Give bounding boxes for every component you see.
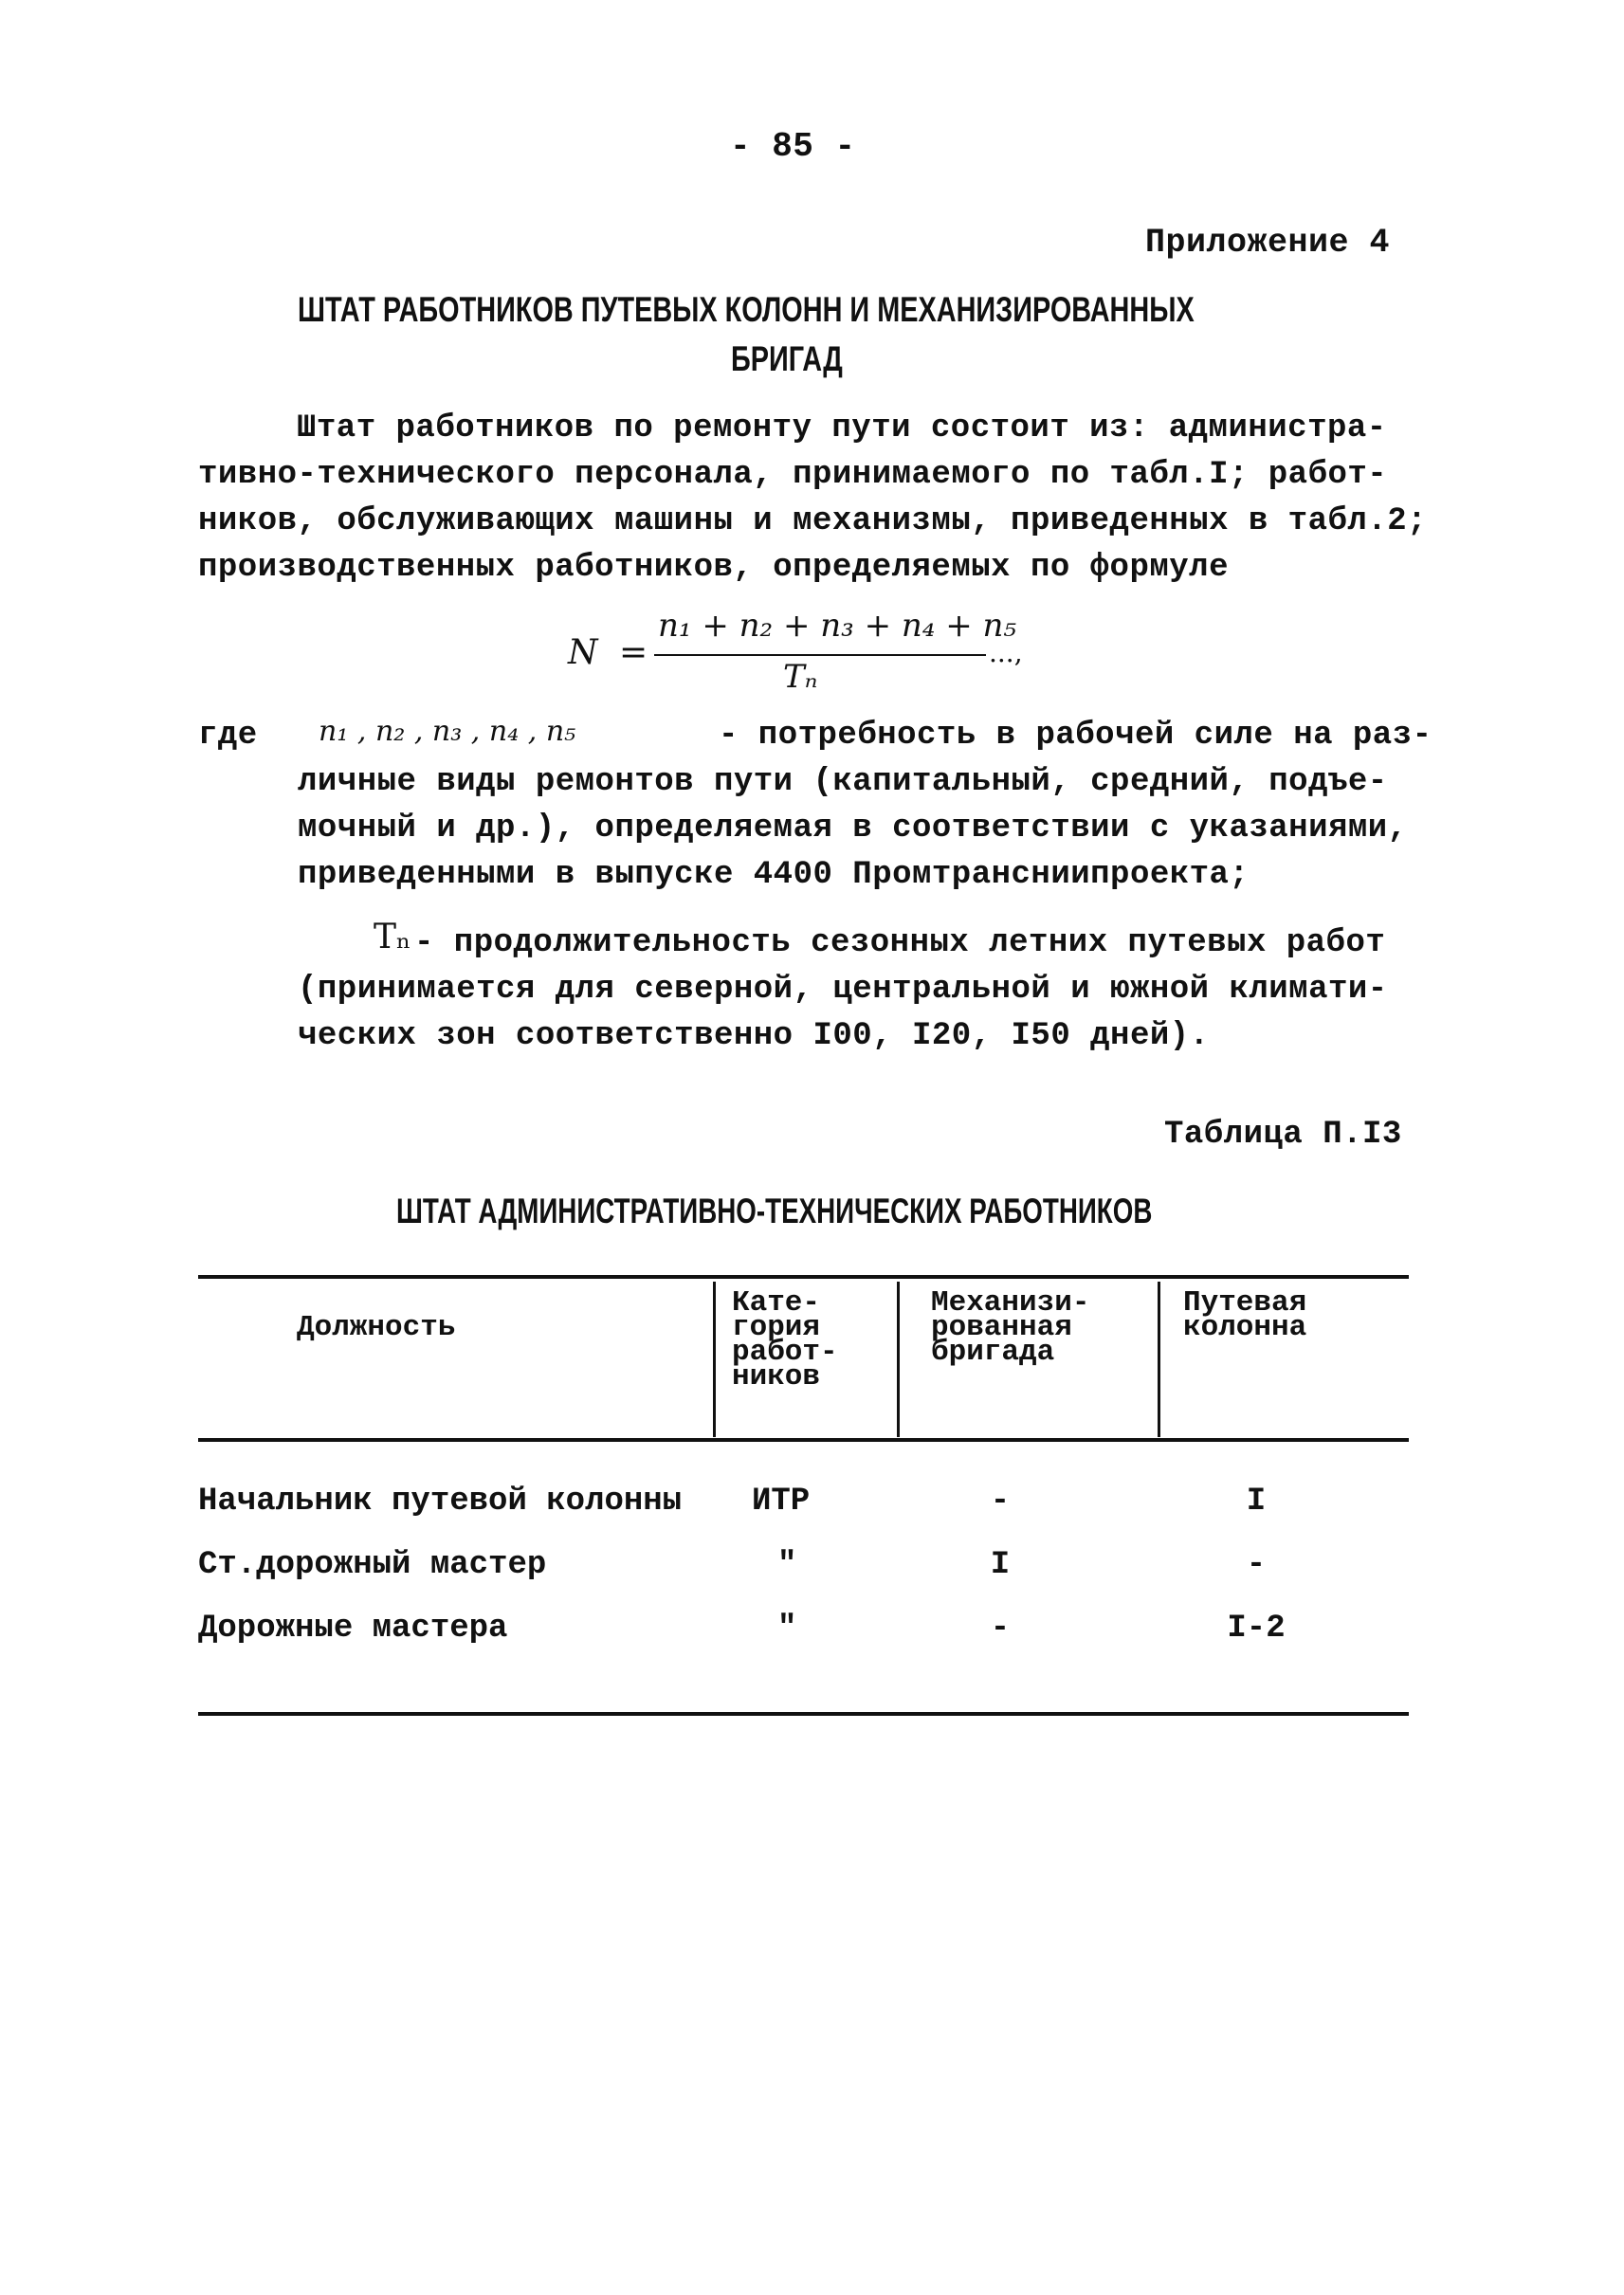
document-title-line-2: БРИГАД <box>731 339 843 378</box>
header-mech-brigade-line-3: бригада <box>931 1336 1055 1369</box>
table-top-rule <box>198 1275 1409 1279</box>
where-line-1: - потребность в рабочей силе на раз- <box>719 718 1432 754</box>
header-track-column-line-2: колонна <box>1183 1311 1307 1344</box>
intro-line-1: Штат работников по ремонту пути состоит из: администра- <box>297 410 1387 446</box>
row-2-category: " <box>777 1547 797 1583</box>
table-col-divider-2 <box>897 1282 900 1437</box>
table-col-divider-3 <box>1158 1282 1160 1437</box>
header-track-column-line-1: Путевая <box>1183 1286 1307 1320</box>
formula-lhs: N <box>568 633 598 672</box>
page-number: - 85 - <box>730 127 856 166</box>
where-variables: n₁ , n₂ , n₃ , n₄ , n₅ <box>319 715 576 748</box>
row-3-category: " <box>777 1611 797 1647</box>
formula-numerator: n₁ + n₂ + n₃ + n₄ + n₅ <box>658 607 1017 645</box>
header-category-line-2: гория <box>732 1311 821 1344</box>
row-2-mech-brigade: I <box>990 1547 1011 1583</box>
where-label: где <box>198 718 258 754</box>
header-category-line-1: Кате- <box>732 1286 821 1320</box>
formula-denominator: Tₙ <box>783 658 818 696</box>
row-3-track-column: I-2 <box>1227 1611 1286 1647</box>
header-position: Должность <box>297 1311 456 1344</box>
table-col-divider-1 <box>713 1282 716 1437</box>
row-2-position: Ст.дорожный мастер <box>198 1547 547 1583</box>
row-1-position: Начальник путевой колонны <box>198 1484 683 1520</box>
appendix-label: Приложение 4 <box>1145 224 1391 262</box>
table-bottom-rule <box>198 1712 1409 1716</box>
table-label: Таблица П.I3 <box>1164 1117 1402 1153</box>
table-header-rule <box>198 1438 1409 1442</box>
document-title-line-1: ШТАТ РАБОТНИКОВ ПУТЕВЫХ КОЛОНН И МЕХАНИЗИРОВАННЫХ <box>298 290 1195 329</box>
row-3-position: Дорожные мастера <box>198 1611 508 1647</box>
where-line-3: мочный и др.), определяемая в соответствии с указаниями, <box>298 811 1408 847</box>
t-symbol: Tₙ <box>374 918 411 956</box>
row-1-category: ИТР <box>752 1484 811 1520</box>
formula-equals: = <box>619 633 648 672</box>
row-3-mech-brigade: - <box>990 1611 1011 1647</box>
row-1-track-column: I <box>1246 1484 1267 1520</box>
row-2-track-column: - <box>1246 1547 1267 1583</box>
header-category-line-3: работ- <box>732 1336 838 1369</box>
table-title: ШТАТ АДМИНИСТРАТИВНО-ТЕХНИЧЕСКИХ РАБОТНИКОВ <box>396 1192 1153 1230</box>
header-category-line-4: ников <box>732 1360 821 1393</box>
intro-line-2: тивно-технического персонала, принимаемого по табл.I; работ- <box>198 457 1388 493</box>
intro-line-3: ников, обслуживающих машины и механизмы, приведенных в табл.2; <box>198 503 1428 539</box>
t-line-1: - продолжительность сезонных летних путевых работ <box>414 925 1386 961</box>
where-line-2: личные виды ремонтов пути (капитальный, средний, подъе- <box>298 764 1388 800</box>
header-mech-brigade-line-1: Механизи- <box>931 1286 1090 1320</box>
formula-tail: ..., <box>989 637 1023 668</box>
header-mech-brigade-line-2: рованная <box>931 1311 1072 1344</box>
row-1-mech-brigade: - <box>990 1484 1011 1520</box>
formula-fraction-bar <box>654 654 986 656</box>
intro-line-4: производственных работников, определяемых по формуле <box>198 550 1229 586</box>
t-line-2: (принимается для северной, центральной и южной климати- <box>298 972 1388 1008</box>
where-line-4: приведенными в выпуске 4400 Промтрансниипроекта; <box>298 857 1250 893</box>
t-line-3: ческих зон соответственно I00, I20, I50 дней). <box>298 1018 1210 1054</box>
